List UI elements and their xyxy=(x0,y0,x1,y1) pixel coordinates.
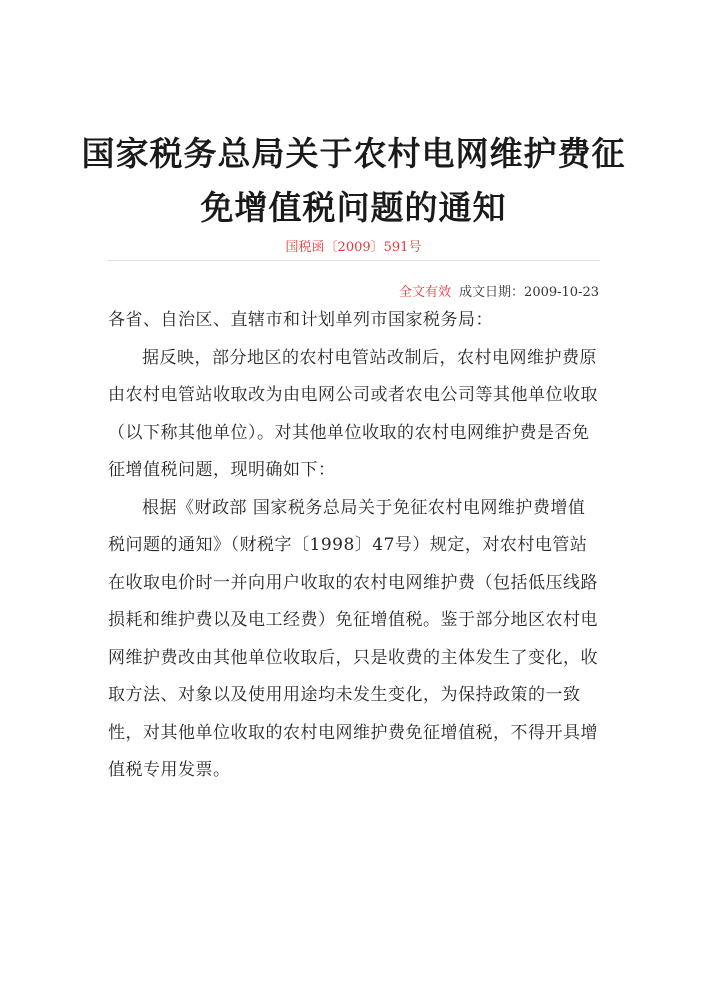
document-title-line-1: 国家税务总局关于农村电网维护费征 xyxy=(81,134,626,173)
date-value: 2009-10-23 xyxy=(524,285,599,300)
validity-status: 全文有效 xyxy=(399,285,452,300)
header-divider xyxy=(108,260,600,261)
document-status-line xyxy=(399,281,599,300)
document-number: 国税函〔2009〕591号 xyxy=(285,240,422,255)
document-body xyxy=(108,302,600,790)
paragraph-2: 根据《财政部 国家税务总局关于免征农村电网维护费增值税问题的通知》（财税字〔1998〕47号）规定，对农村电管站在收取电价时一并向用户收取的农村电网维护费（包括低压线路损耗和维护费以及电工经费）免征增值税。鉴于部分地区农村电网维护费改由其他单位收取后，只是收费的主体发生了变化，收取方法、对象以及使用用途均未发生变化，为保持政策的一致性，对其他单位收取的农村电网维护费免征增值税，不得开具增值税专用发票。 xyxy=(108,497,598,780)
date-label: 成文日期： xyxy=(459,285,525,300)
document-title-line-2: 免增值税问题的通知 xyxy=(200,188,507,227)
paragraph-1: 据反映，部分地区的农村电管站改制后，农村电网维护费原由农村电管站收取改为由电网公司或者农电公司等其他单位收取（以下称其他单位）。对其他单位收取的农村电网维护费是否免征增值税问题，现明确如下： xyxy=(108,347,598,480)
salutation: 各省、自治区、直辖市和计划单列市国家税务局： xyxy=(108,310,493,330)
